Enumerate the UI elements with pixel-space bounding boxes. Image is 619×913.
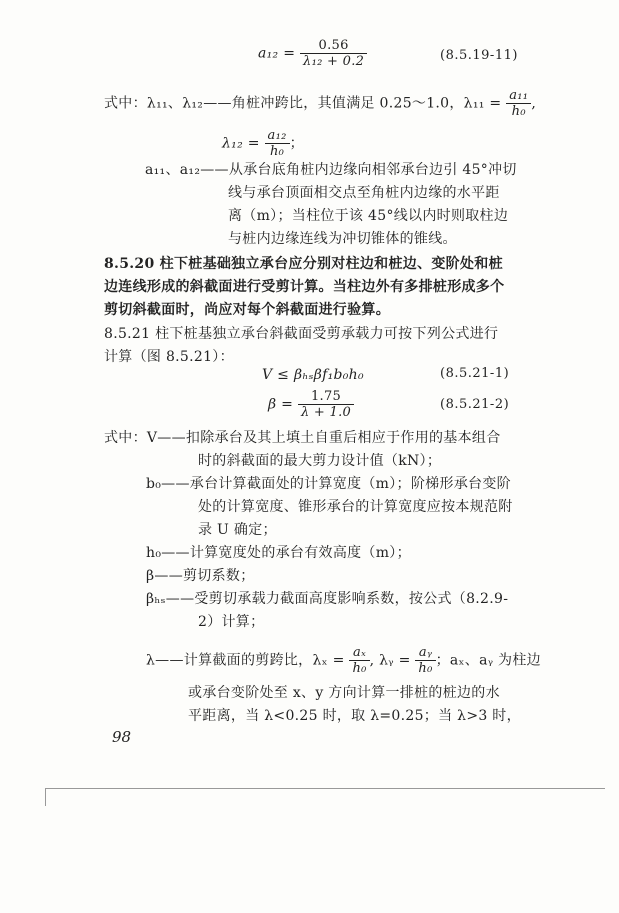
fraction-numerator: aₓ bbox=[349, 645, 369, 661]
eq-number: (8.5.21-2) bbox=[440, 397, 510, 412]
semicolon: ； bbox=[289, 135, 304, 152]
eq-8-5-21-1: V ≤ βₕₛβf₁b₀h₀ bbox=[262, 367, 364, 383]
a-def-line-3: 离（m）；当柱位于该 45°线以内时则取柱边 bbox=[228, 208, 509, 224]
eq-8-5-21-2 bbox=[268, 389, 354, 420]
fraction-numerator: a₁₂ bbox=[265, 128, 290, 144]
where-b0-line-1: b₀——承台计算截面处的计算宽度（m）；阶梯形承台变阶 bbox=[146, 476, 511, 492]
bottom-rule-tick bbox=[45, 788, 46, 806]
a-def-line-2: 线与承台顶面相交点至角桩内边缘的水平距 bbox=[228, 185, 500, 201]
where-lambda-line-3: 平距离，当 λ<0.25 时，取 λ=0.25；当 λ>3 时， bbox=[188, 708, 521, 724]
fraction-denominator: h₀ bbox=[418, 661, 433, 676]
where-V-line-2: 时的斜截面的最大剪力设计值（kN）； bbox=[198, 453, 442, 469]
eq-lhs: β = bbox=[268, 396, 294, 413]
where-b0-line-2: 处的计算宽度、锥形承台的计算宽度应按本规范附 bbox=[198, 499, 513, 515]
where-h0: h₀——计算宽度处的承台有效高度（m）； bbox=[146, 545, 411, 561]
a-def-line-1: a₁₁、a₁₂——从承台底角桩内边缘向相邻承台边引 45°冲切 bbox=[145, 162, 517, 178]
eq-8-5-19-11 bbox=[258, 38, 367, 69]
fraction-denominator: h₀ bbox=[269, 144, 285, 159]
where-V-line-1: 式中：V——扣除承台及其上填土自重后相应于作用的基本组合 bbox=[104, 430, 501, 446]
lambda-y-fraction bbox=[415, 645, 435, 676]
where-lambda bbox=[146, 645, 541, 676]
lambda12-fraction bbox=[265, 128, 290, 159]
where-lead: 式中：λ₁₁、λ₁₂——角桩冲跨比，其值满足 0.25～1.0，λ₁₁ = bbox=[104, 95, 502, 112]
where-b0-line-3: 录 U 确定； bbox=[198, 522, 277, 538]
sec-8-5-21-line-1: 8.5.21 柱下桩基独立承台斜截面受剪承载力可按下列公式进行 bbox=[104, 326, 499, 342]
sec-8-5-20-line-1: 8.5.20 柱下桩基础独立承台应分别对柱边和桩边、变阶处和桩 bbox=[104, 256, 503, 272]
fraction-numerator: 0.56 bbox=[300, 38, 367, 54]
eq-fraction bbox=[298, 389, 354, 420]
where-betahs-line-1: βₕₛ——受剪切承载力截面高度影响系数，按公式（8.2.9- bbox=[146, 591, 509, 607]
lambda-tail: ；aₓ、aᵧ 为柱边 bbox=[435, 652, 541, 669]
fraction-numerator: a₁₁ bbox=[506, 88, 531, 104]
eq-number: (8.5.21-1) bbox=[440, 366, 510, 381]
where-betahs-line-2: 2）计算； bbox=[198, 614, 265, 630]
where-lambda11 bbox=[104, 88, 536, 119]
eq-lhs: a₁₂ = bbox=[258, 45, 296, 62]
a-def-line-4: 与桩内边缘连线为冲切锥体的锥线。 bbox=[228, 231, 457, 247]
fraction-numerator: 1.75 bbox=[298, 389, 354, 405]
sec-8-5-20-line-2: 边连线形成的斜截面进行受剪计算。当柱边外有多排桩形成多个 bbox=[104, 279, 505, 295]
bottom-rule bbox=[45, 788, 605, 789]
page-number: 98 bbox=[112, 728, 132, 746]
comma: , bbox=[531, 95, 537, 112]
eq-number: (8.5.19-11) bbox=[440, 48, 518, 63]
fraction-numerator: aᵧ bbox=[415, 645, 435, 661]
sec-8-5-20-line-3: 剪切斜截面时，尚应对每个斜截面进行验算。 bbox=[104, 302, 390, 318]
lambda11-fraction bbox=[506, 88, 531, 119]
fraction-denominator: λ + 1.0 bbox=[300, 405, 352, 420]
fraction-denominator: h₀ bbox=[511, 104, 526, 119]
lambda-y-lead: , λᵧ = bbox=[369, 652, 411, 669]
where-beta: β——剪切系数； bbox=[146, 568, 255, 584]
eq-fraction bbox=[300, 38, 367, 69]
where-lambda12 bbox=[222, 128, 304, 159]
lambda-lead: λ——计算截面的剪跨比，λₓ = bbox=[146, 652, 345, 669]
where-lambda-line-2: 或承台变阶处至 x、y 方向计算一排桩的桩边的水 bbox=[188, 685, 500, 701]
fraction-denominator: λ₁₂ + 0.2 bbox=[303, 54, 365, 69]
sec-8-5-21-line-2: 计算（图 8.5.21）： bbox=[104, 349, 234, 365]
lambda-x-fraction bbox=[349, 645, 369, 676]
lambda12-lhs: λ₁₂ = bbox=[222, 135, 260, 152]
fraction-denominator: h₀ bbox=[352, 661, 367, 676]
